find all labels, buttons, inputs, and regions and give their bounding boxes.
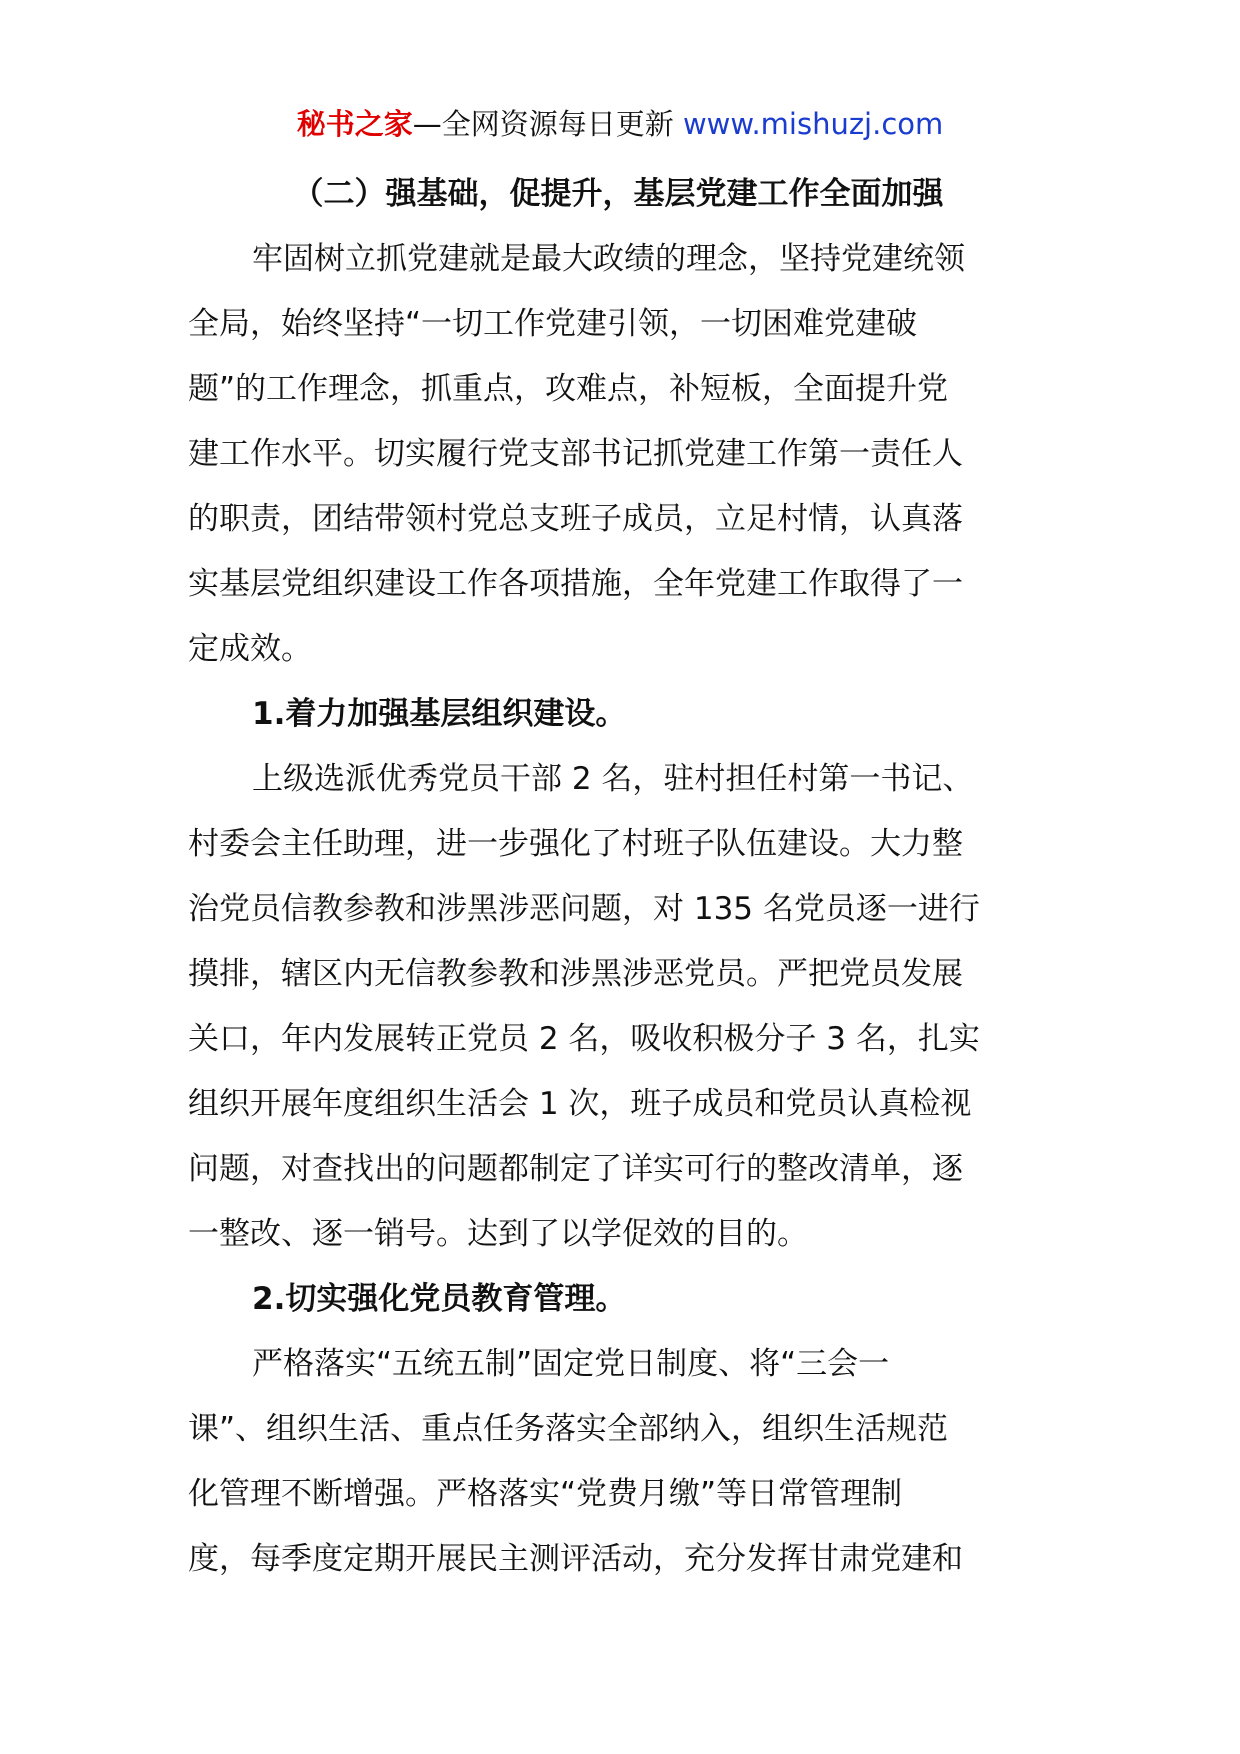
paragraph-line: 全局，始终坚持“一切工作党建引领，一切困难党建破 [188,306,918,342]
header-tagline: —全网资源每日更新 [412,107,674,141]
paragraph-line: 建工作水平。切实履行党支部书记抓党建工作第一责任人 [188,436,963,472]
brand-name: 秘书之家 [296,107,413,141]
paragraph-line: 牢固树立抓党建就是最大政绩的理念，坚持党建统领 [252,241,965,277]
subsection-heading: 1.着力加强基层组织建设。 [252,696,627,732]
paragraph-line: 上级选派优秀党员干部 2 名，驻村担任村第一书记、 [252,761,974,797]
paragraph-line: 题”的工作理念，抓重点，攻难点，补短板，全面提升党 [188,371,949,407]
paragraph-line: 一整改、逐一销号。达到了以学促效的目的。 [188,1216,808,1252]
subsection-heading: 2.切实强化党员教育管理。 [252,1281,627,1317]
paragraph-line: 摸排，辖区内无信教参教和涉黑涉恶党员。严把党员发展 [188,956,963,992]
paragraph-line: 度，每季度定期开展民主测评活动，充分发挥甘肃党建和 [188,1541,963,1577]
paragraph-line: 问题，对查找出的问题都制定了详实可行的整改清单，逐 [188,1151,963,1187]
paragraph-line: 治党员信教参教和涉黑涉恶问题，对 135 名党员逐一进行 [188,891,980,927]
watermark-header [0,104,1240,144]
paragraph-line: 的职责，团结带领村党总支班子成员，立足村情，认真落 [188,501,963,537]
paragraph-line: 关口，年内发展转正党员 2 名，吸收积极分子 3 名，扎实 [188,1021,980,1057]
paragraph-line: 定成效。 [188,631,312,667]
paragraph-line: 课”、组织生活、重点任务落实全部纳入，组织生活规范 [188,1411,949,1447]
site-url[interactable]: www.mishuzj.com [682,107,944,141]
paragraph-line: 组织开展年度组织生活会 1 次，班子成员和党员认真检视 [188,1086,972,1122]
document-body [188,162,1048,1592]
section-heading: （二）强基础，促提升，基层党建工作全面加强 [292,176,944,212]
paragraph-line: 化管理不断增强。严格落实“党费月缴”等日常管理制 [188,1476,903,1512]
paragraph-line: 严格落实“五统五制”固定党日制度、将“三会一 [252,1346,890,1382]
paragraph-line: 村委会主任助理，进一步强化了村班子队伍建设。大力整 [188,826,963,862]
paragraph-line: 实基层党组织建设工作各项措施，全年党建工作取得了一 [188,566,963,602]
